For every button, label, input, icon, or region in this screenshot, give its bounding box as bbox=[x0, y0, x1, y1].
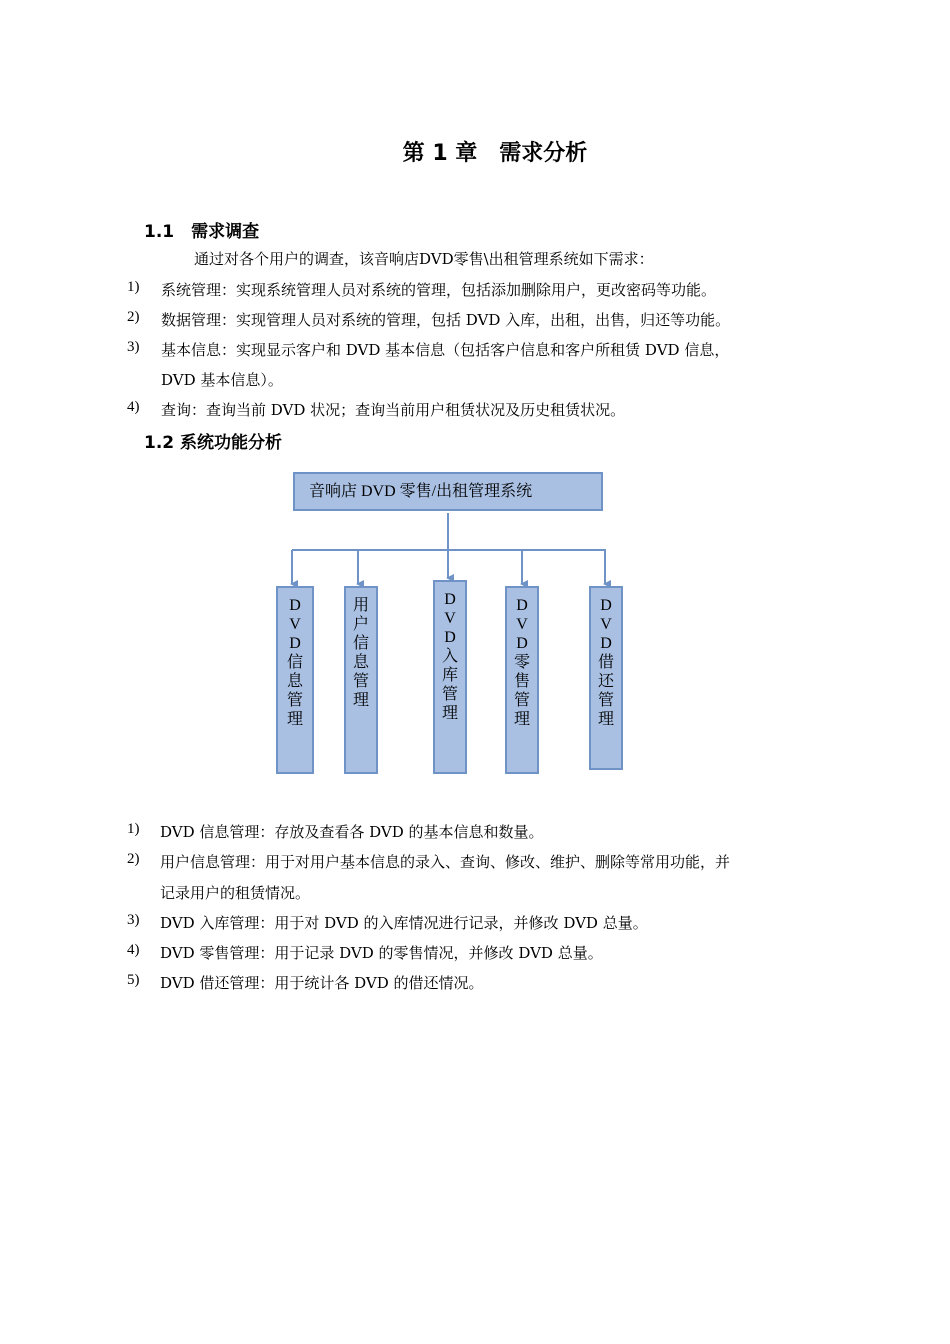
node-char: D bbox=[289, 635, 301, 652]
node-char: D bbox=[444, 629, 456, 646]
node-char: 还 bbox=[597, 673, 614, 690]
node-char: 管 bbox=[352, 673, 369, 690]
node-char: 理 bbox=[597, 711, 614, 728]
list-item-text-continued: 记录用户的租赁情况。 bbox=[160, 884, 311, 902]
node-char: 入 bbox=[441, 648, 458, 665]
list-item-number: 4) bbox=[127, 399, 140, 415]
node-char: 管 bbox=[597, 692, 614, 709]
node-char: V bbox=[600, 616, 612, 633]
list-item-number: 1) bbox=[127, 279, 140, 295]
list-item-text: DVD 零售管理：用于记录 DVD 的零售情况，并修改 DVD 总量。 bbox=[160, 944, 603, 962]
node-char: 用 bbox=[352, 597, 369, 614]
list-item-text: 基本信息：实现显示客户和 DVD 基本信息（包括客户信息和客户所租赁 DVD 信息， bbox=[161, 341, 730, 359]
node-char: 理 bbox=[513, 711, 530, 728]
list-item-number: 5) bbox=[127, 972, 140, 988]
node-char: 信 bbox=[286, 654, 303, 671]
list-item-number: 4) bbox=[127, 942, 140, 958]
diagram-node-dvd-info bbox=[276, 586, 314, 774]
diagram-root-box: 音响店 DVD 零售/出租管理系统 bbox=[293, 472, 603, 511]
list-item-number: 1) bbox=[127, 821, 140, 837]
node-char: 息 bbox=[352, 654, 369, 671]
list-item-text: 查询：查询当前 DVD 状况；查询当前用户租赁状况及历史租赁状况。 bbox=[161, 401, 626, 419]
list-item-number: 2) bbox=[127, 851, 140, 867]
section-heading-1-1: 1.1 需求调查 bbox=[144, 222, 260, 242]
section-heading-1-2: 1.2 系统功能分析 bbox=[144, 433, 283, 453]
list-item-text: 系统管理：实现系统管理人员对系统的管理，包括添加删除用户，更改密码等功能。 bbox=[161, 281, 717, 299]
list-item-number: 3) bbox=[127, 912, 140, 928]
node-char: 借 bbox=[597, 654, 614, 671]
node-char: 管 bbox=[441, 686, 458, 703]
node-char: 管 bbox=[286, 692, 303, 709]
system-structure-diagram bbox=[270, 470, 630, 780]
list-item-text: 用户信息管理：用于对用户基本信息的录入、查询、修改、维护、删除等常用功能，并 bbox=[160, 853, 731, 871]
list-item-number: 2) bbox=[127, 309, 140, 325]
intro-paragraph: 通过对各个用户的调查，该音响店DVD零售\出租管理系统如下需求： bbox=[194, 250, 654, 268]
diagram-node-dvd-stockin bbox=[433, 580, 467, 774]
list-item-text: DVD 入库管理：用于对 DVD 的入库情况进行记录，并修改 DVD 总量。 bbox=[160, 914, 648, 932]
node-char: D bbox=[600, 635, 612, 652]
node-char: 理 bbox=[286, 711, 303, 728]
chapter-title: 第 1 章 需求分析 bbox=[402, 141, 588, 166]
node-char: D bbox=[516, 635, 528, 652]
node-char: 库 bbox=[441, 667, 458, 684]
diagram-node-dvd-borrow-return bbox=[589, 586, 623, 770]
node-char: 理 bbox=[352, 692, 369, 709]
node-char: V bbox=[516, 616, 528, 633]
node-char: V bbox=[444, 610, 456, 627]
node-char: 信 bbox=[352, 635, 369, 652]
node-char: 售 bbox=[513, 673, 530, 690]
node-char: D bbox=[516, 597, 528, 614]
node-char: 户 bbox=[352, 616, 369, 633]
node-char: 零 bbox=[513, 654, 530, 671]
node-char: V bbox=[289, 616, 301, 633]
node-char: D bbox=[600, 597, 612, 614]
diagram-node-dvd-retail bbox=[505, 586, 539, 774]
node-char: 息 bbox=[286, 673, 303, 690]
node-char: 管 bbox=[513, 692, 530, 709]
node-char: D bbox=[289, 597, 301, 614]
node-char: 理 bbox=[441, 705, 458, 722]
list-item-text: 数据管理：实现管理人员对系统的管理，包括 DVD 入库，出租，出售，归还等功能。 bbox=[161, 311, 731, 329]
list-item-text-continued: DVD 基本信息）。 bbox=[161, 371, 283, 389]
list-item-text: DVD 信息管理：存放及查看各 DVD 的基本信息和数量。 bbox=[160, 823, 544, 841]
diagram-node-user-info bbox=[344, 586, 378, 774]
list-item-number: 3) bbox=[127, 339, 140, 355]
node-char: D bbox=[444, 591, 456, 608]
list-item-text: DVD 借还管理：用于统计各 DVD 的借还情况。 bbox=[160, 974, 484, 992]
